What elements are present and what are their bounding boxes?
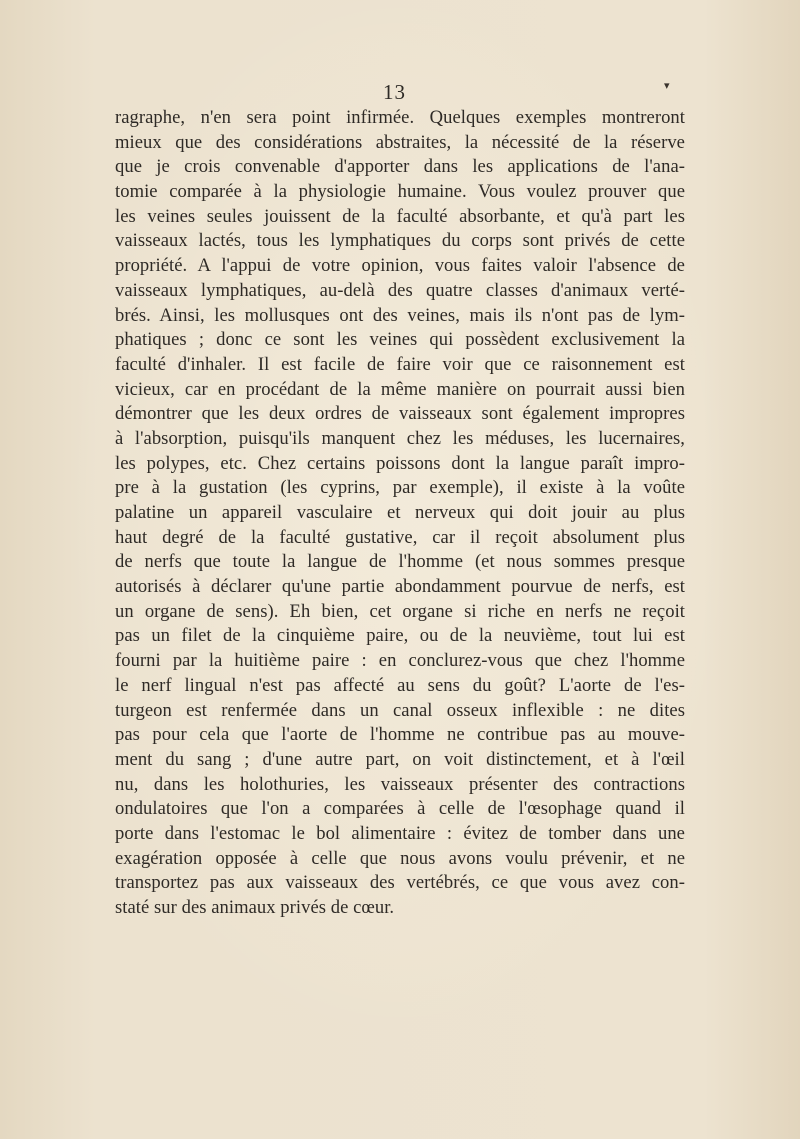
text-line: turgeon est renfermée dans un canal osseux inflexible : ne dites — [115, 699, 685, 721]
text-line: le nerf lingual n'est pas affecté au sens du goût? L'aorte de l'es- — [115, 674, 685, 696]
text-line: pas un filet de la cinquième paire, ou de la neuvième, tout lui est — [115, 625, 685, 647]
text-line: démontrer que les deux ordres de vaisseaux sont également impropres — [115, 403, 685, 425]
page-mark: ▾ — [664, 80, 670, 92]
text-line: transportez pas aux vaisseaux des vertébrés, ce que vous avez con- — [115, 872, 685, 894]
text-line: brés. Ainsi, les mollusques ont des veines, mais ils n'ont pas de lym- — [115, 304, 685, 326]
text-line: ment du sang ; d'une autre part, on voit distinctement, et à l'œil — [115, 748, 685, 770]
text-line: à l'absorption, puisqu'ils manquent chez les méduses, les lucernaires, — [115, 427, 685, 449]
text-line: palatine un appareil vasculaire et nerveux qui doit jouir au plus — [115, 502, 685, 523]
text-line: mieux que des considérations abstraites, la nécessité de la réserve — [115, 131, 685, 153]
text-line: autorisés à déclarer qu'une partie abondamment pourvue de nerfs, est — [115, 576, 685, 598]
text-line: tomie comparée à la physiologie humaine. Vous voulez prouver que — [115, 181, 685, 203]
text-line: propriété. A l'appui de votre opinion, vous faites valoir l'absence de — [115, 255, 685, 277]
text-line: faculté d'inhaler. Il est facile de faire voir que ce raisonnement est — [115, 353, 685, 375]
body-text — [115, 106, 685, 921]
text-line: que je crois convenable d'apporter dans les applications de l'ana- — [115, 156, 685, 178]
text-line: ondulatoires que l'on a comparées à celle de l'œsophage quand il — [115, 798, 685, 820]
text-line: nu, dans les holothuries, les vaisseaux présenter des contractions — [115, 773, 685, 795]
text-line: staté sur des animaux privés de cœur. — [115, 897, 395, 918]
text-line: fourni par la huitième paire : en conclurez-vous que chez l'homme — [115, 650, 685, 672]
text-line: pre à la gustation (les cyprins, par exemple), il existe à la voûte — [115, 477, 685, 499]
text-line: les polypes, etc. Chez certains poissons dont la langue paraît impro- — [115, 452, 685, 474]
text-line: un organe de sens). Eh bien, cet organe si riche en nerfs ne reçoit — [115, 600, 685, 622]
text-line: pas pour cela que l'aorte de l'homme ne contribue pas au mouve- — [115, 724, 685, 746]
text-line: phatiques ; donc ce sont les veines qui possèdent exclusivement la — [115, 329, 685, 351]
text-line: vaisseaux lactés, tous les lymphatiques du corps sont privés de cette — [115, 230, 685, 252]
text-line: les veines seules jouissent de la faculté absorbante, et qu'à part les — [115, 205, 685, 227]
text-line: haut degré de la faculté gustative, car il reçoit absolument plus — [115, 526, 685, 548]
text-line: porte dans l'estomac le bol alimentaire : évitez de tomber dans une — [115, 822, 685, 844]
text-line: vicieux, car en procédant de la même manière on pourrait aussi bien — [115, 378, 685, 400]
text-line: ragraphe, n'en sera point infirmée. Quelques exemples montreront — [115, 107, 685, 128]
text-line: vaisseaux lymphatiques, au-delà des quatre classes d'animaux verté- — [115, 279, 685, 301]
page-number: 13 — [383, 80, 406, 104]
text-line: exagération opposée à celle que nous avons voulu prévenir, et ne — [115, 847, 685, 869]
text-line: de nerfs que toute la langue de l'homme (et nous sommes presque — [115, 551, 685, 573]
